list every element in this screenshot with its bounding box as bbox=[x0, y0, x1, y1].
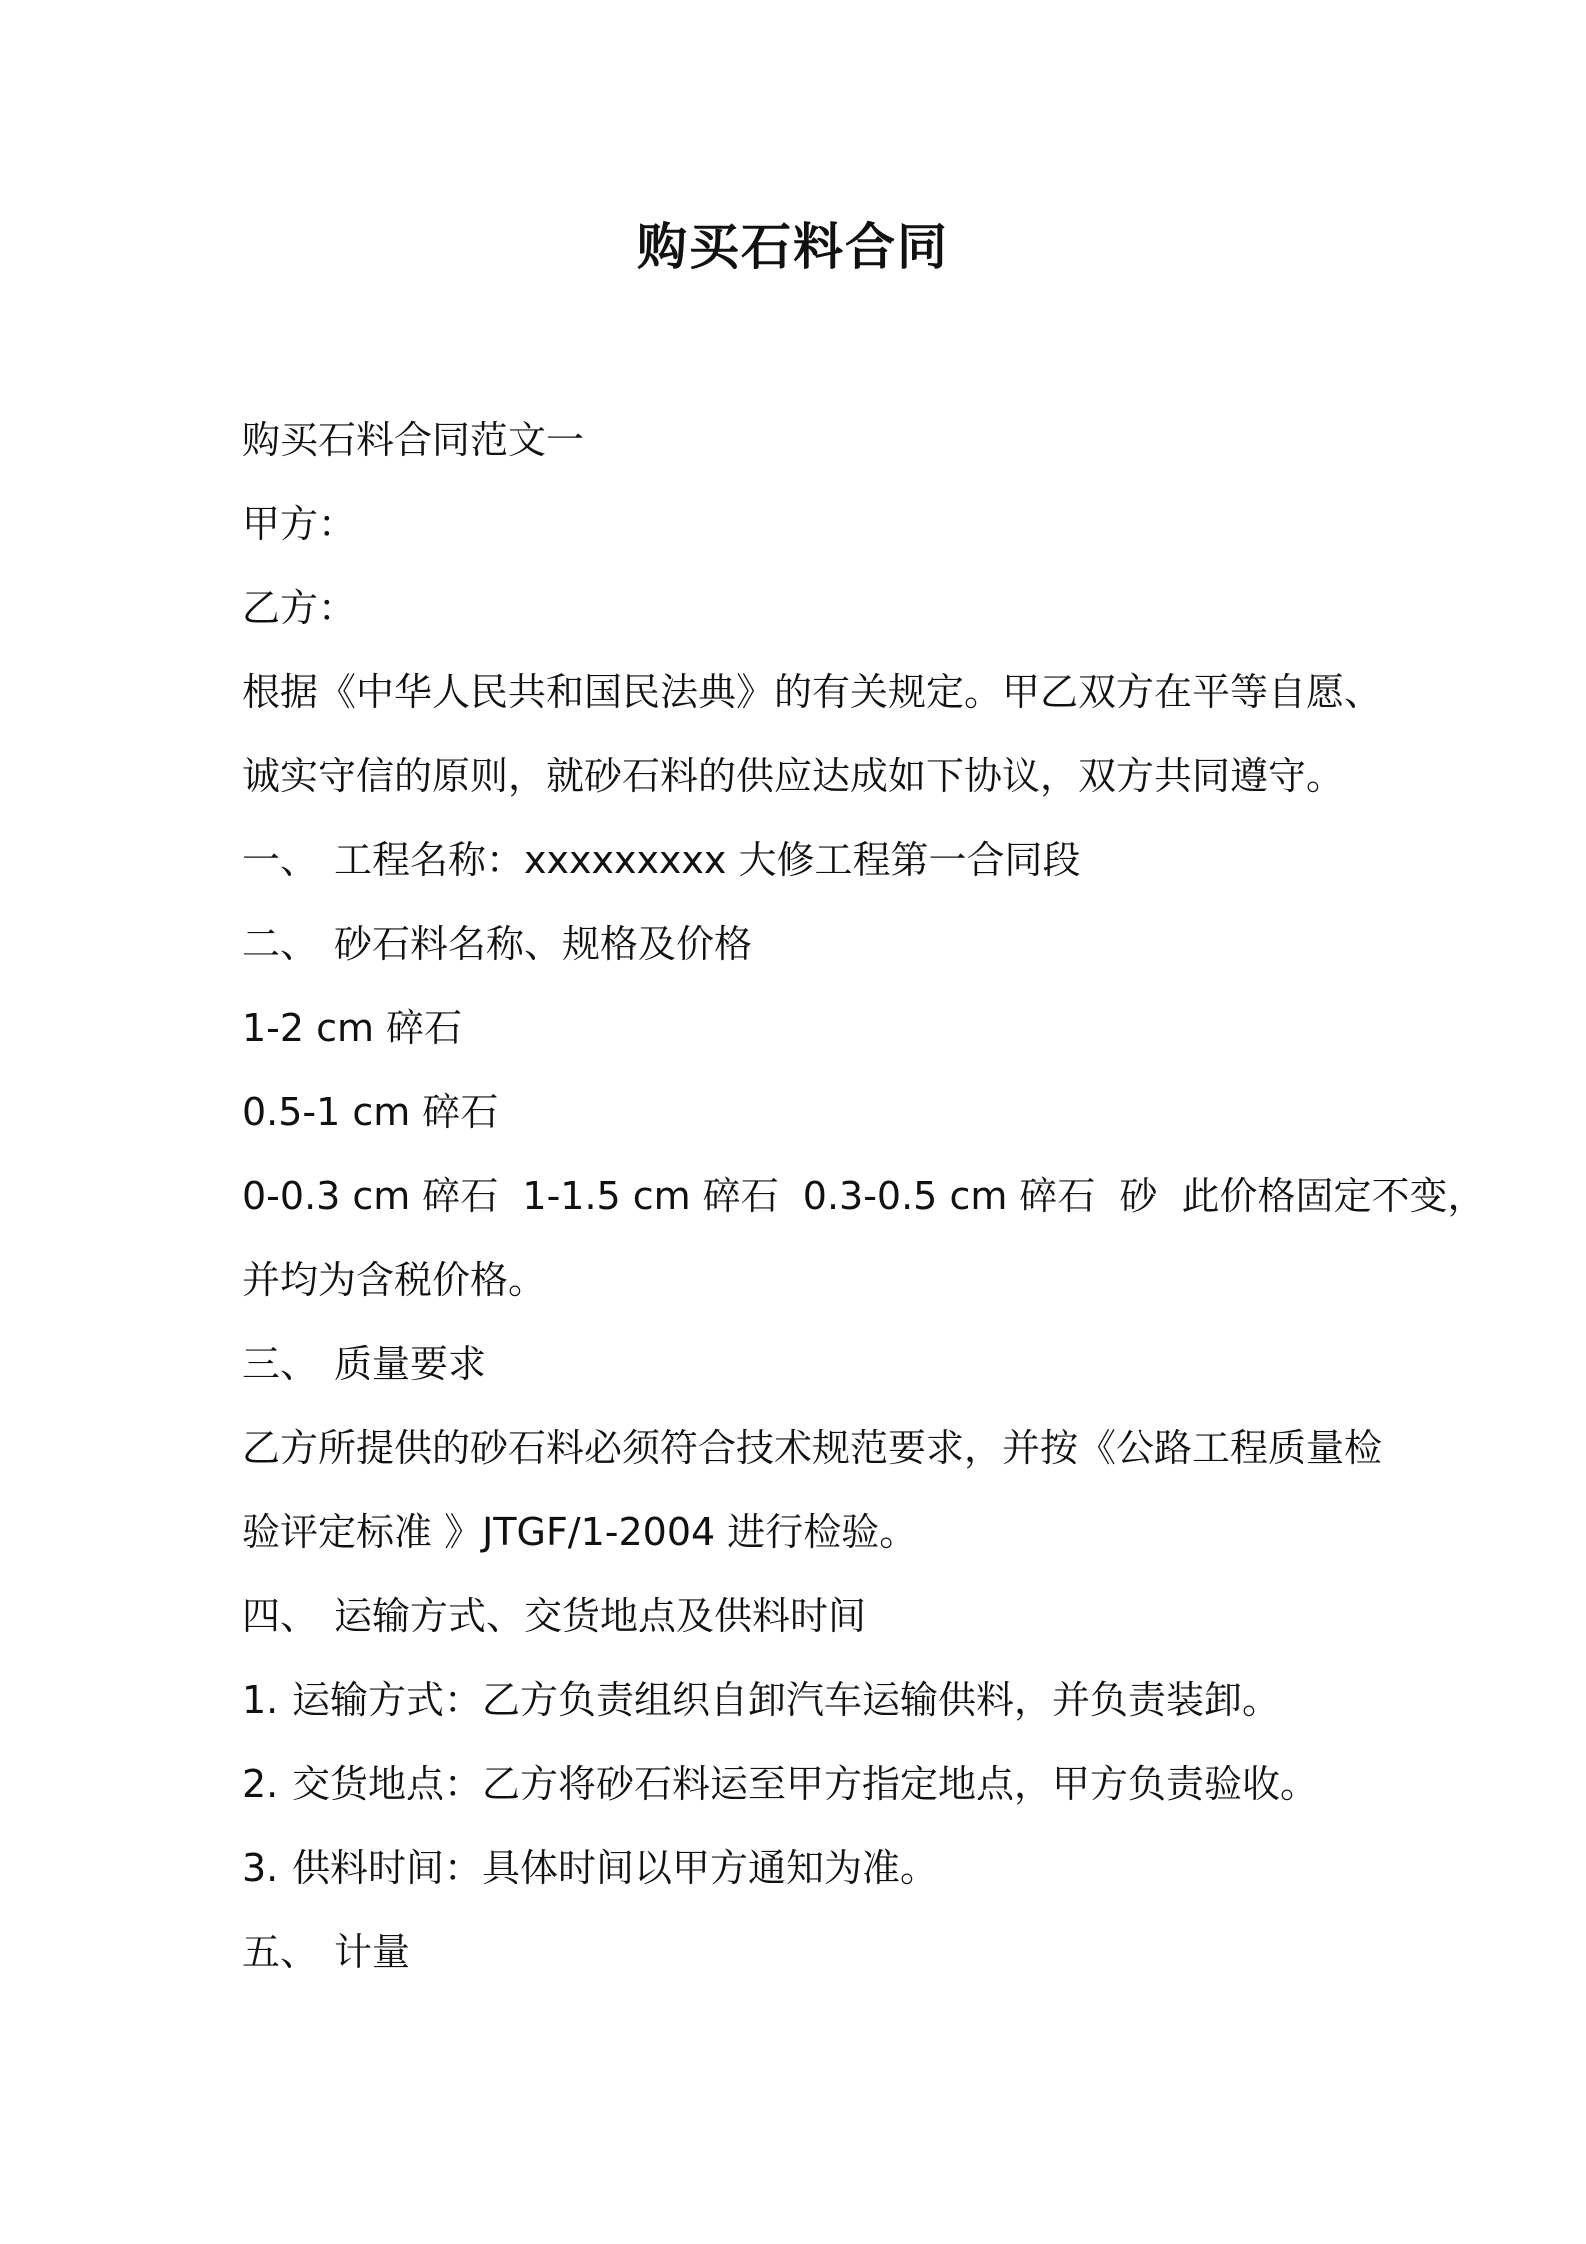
price-note: 此价格固定不变， bbox=[1181, 1174, 1486, 1218]
section-text: 砂石料名称、规格及价格 bbox=[334, 922, 753, 966]
preamble-line-2: 诚实守信的原则，就砂石料的供应达成如下协议，双方共同遵守。 bbox=[242, 754, 1345, 798]
section-number: 三、 bbox=[242, 1342, 319, 1386]
subtitle-line: 购买石料合同范文一 bbox=[242, 418, 585, 462]
transport-item-2 bbox=[242, 1756, 1318, 1812]
section-5-heading bbox=[242, 1924, 410, 1980]
price-note-line: 并均为含税价格。 bbox=[242, 1258, 547, 1302]
section-number: 二、 bbox=[242, 922, 319, 966]
item-number: 3. bbox=[242, 1846, 279, 1890]
spec-item: 1-1.5 cm 碎石 bbox=[522, 1174, 779, 1218]
party-a-line: 甲方： bbox=[242, 502, 357, 546]
document-title: 购买石料合同 bbox=[637, 218, 949, 276]
spec-line-1: 1-2 cm 碎石 bbox=[242, 1006, 463, 1050]
section-1-heading bbox=[242, 832, 1080, 888]
item-number: 1. bbox=[242, 1678, 279, 1722]
section-3-heading bbox=[242, 1336, 486, 1392]
item-text: 运输方式：乙方负责组织自卸汽车运输供料，并负责装卸。 bbox=[292, 1678, 1281, 1722]
section-number: 五、 bbox=[242, 1930, 319, 1974]
spec-item: 0.3-0.5 cm 碎石 bbox=[802, 1174, 1096, 1218]
section-text: 工程名称：xxxxxxxxx 大修工程第一合同段 bbox=[334, 838, 1081, 882]
spec-item: 砂 bbox=[1119, 1174, 1158, 1218]
spec-item: 0-0.3 cm 碎石 bbox=[242, 1174, 499, 1218]
section-text: 计量 bbox=[334, 1930, 411, 1974]
quality-line-1: 乙方所提供的砂石料必须符合技术规范要求，并按《公路工程质量检 bbox=[242, 1426, 1383, 1470]
party-b-line: 乙方： bbox=[242, 586, 357, 630]
item-number: 2. bbox=[242, 1762, 279, 1806]
section-2-heading bbox=[242, 916, 752, 972]
section-4-heading bbox=[242, 1588, 866, 1644]
transport-item-1 bbox=[242, 1672, 1280, 1728]
spec-line-2: 0.5-1 cm 碎石 bbox=[242, 1090, 499, 1134]
section-text: 运输方式、交货地点及供料时间 bbox=[334, 1594, 867, 1638]
section-text: 质量要求 bbox=[334, 1342, 487, 1386]
preamble-line-1: 根据《中华人民共和国民法典》的有关规定。甲乙双方在平等自愿、 bbox=[242, 670, 1383, 714]
item-text: 供料时间：具体时间以甲方通知为准。 bbox=[292, 1846, 939, 1890]
spec-line-3 bbox=[242, 1168, 1485, 1224]
item-text: 交货地点：乙方将砂石料运至甲方指定地点，甲方负责验收。 bbox=[292, 1762, 1319, 1806]
quality-line-2: 验评定标准 》JTGF/1-2004 进行检验。 bbox=[242, 1510, 918, 1554]
section-number: 四、 bbox=[242, 1594, 319, 1638]
transport-item-3 bbox=[242, 1840, 938, 1896]
section-number: 一、 bbox=[242, 838, 319, 882]
